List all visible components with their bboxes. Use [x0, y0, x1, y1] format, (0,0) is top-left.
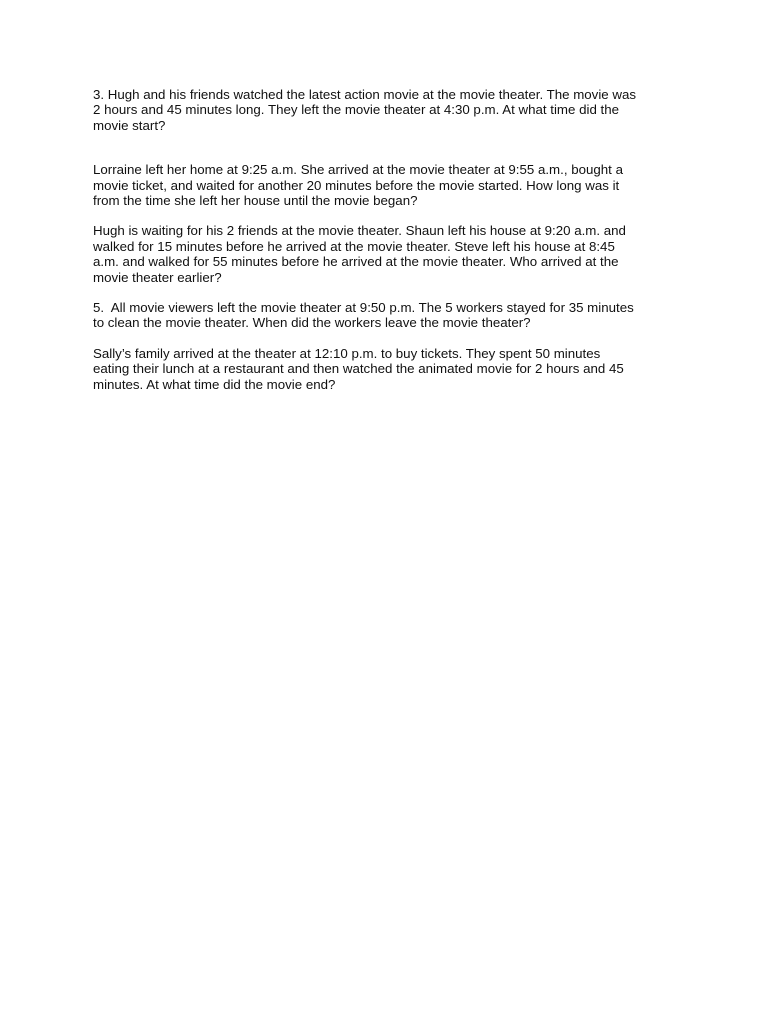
problem-3-line-3: movie start? — [93, 117, 166, 133]
problem-3-line-2: 2 hours and 45 minutes long. They left the movie theater at 4:30 p.m. At what time did the — [93, 102, 620, 118]
problem-3-line-1: 3. Hugh and his friends watched the latest action movie at the movie theater. The movie was — [93, 87, 637, 102]
sally-problem-line-1: Sally’s family arrived at the theater at 12:10 p.m. to buy tickets. They spent 50 minutes — [93, 345, 601, 361]
lorraine-problem-line-1: Lorraine left her home at 9:25 a.m. She arrived at the movie theater at 9:55 a.m., bought a — [93, 162, 623, 178]
hugh-friends-problem-paragraph — [93, 223, 693, 285]
sally-problem-line-3: minutes. At what time did the movie end? — [93, 376, 336, 392]
problem-5-line-1: 5. All movie viewers left the movie theater at 9:50 p.m. The 5 workers stayed for 35 minutes — [93, 300, 634, 316]
sally-problem-paragraph — [93, 346, 693, 392]
hugh-friends-problem-line-4: movie theater earlier? — [93, 269, 222, 285]
lorraine-problem-line-3: from the time she left her house until the movie began? — [93, 193, 418, 209]
sally-problem-line-2: eating their lunch at a restaurant and then watched the animated movie for 2 hours and 45 — [93, 361, 624, 377]
problem-3-paragraph — [93, 87, 693, 133]
hugh-friends-problem-line-2: walked for 15 minutes before he arrived at the movie theater. Steve left his house at 8:45 — [93, 238, 615, 254]
problem-5-paragraph — [93, 300, 693, 331]
hugh-friends-problem-line-3: a.m. and walked for 55 minutes before he arrived at the movie theater. Who arrived at the — [93, 254, 619, 270]
problem-5-line-2: to clean the movie theater. When did the workers leave the movie theater? — [93, 315, 531, 331]
hugh-friends-problem-line-1: Hugh is waiting for his 2 friends at the movie theater. Shaun left his house at 9:20 a.m. and — [93, 223, 626, 239]
lorraine-problem-paragraph — [93, 162, 693, 208]
worksheet-content — [93, 87, 693, 392]
lorraine-problem-line-2: movie ticket, and waited for another 20 minutes before the movie started. How long was it — [93, 177, 620, 193]
